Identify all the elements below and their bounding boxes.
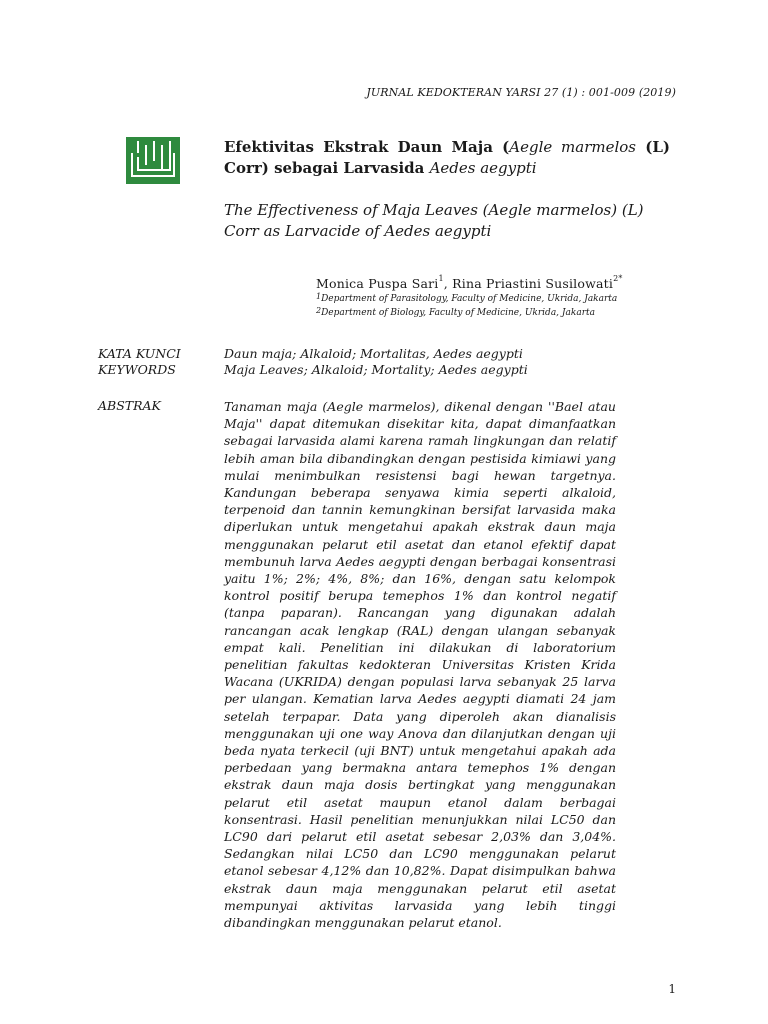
page-number: 1 — [668, 982, 676, 996]
author-2-sup: 2* — [613, 274, 623, 283]
title-id-italic-species: Aegle marmelos — [509, 138, 637, 156]
title-indonesian — [224, 137, 670, 179]
author-2: Rina Priastini Susilowati — [452, 276, 614, 291]
keywords-label: KEYWORDS — [98, 362, 176, 377]
kata-kunci-value: Daun maja; Alkaloid; Mortalitas, Aedes aegypti — [224, 346, 523, 361]
journal-logo-icon — [126, 137, 180, 184]
affiliation-1 — [316, 294, 617, 304]
kata-kunci-label: KATA KUNCI — [98, 346, 181, 361]
authors-line — [316, 276, 623, 291]
abstract-text: Tanaman maja (Aegle marmelos), dikenal dengan ''Bael atau Maja'' dapat ditemukan disekitar kita, dapat dimanfaatkan sebagai larvasida alami karena ramah lingkungan dan relatif lebih aman bila dibandingkan dengan pestisida kimiawi yang mulai menimbulkan resistensi bagi hewan targetnya. Kandungan beberapa senyawa kimia seperti alkaloid, terpenoid dan tannin kemungkinan bersifat larvasida maka diperlukan untuk mengetahui apakah ekstrak daun maja menggunakan pelarut etil asetat dan etanol efektif dapat membunuh larva Aedes aegypti dengan berbagai konsentrasi yaitu 1%; 2%; 4%, 8%; dan 16%, dengan satu kelompok kontrol positif berupa temephos 1% dan kontrol negatif (tanpa paparan). Rancangan yang digunakan adalah rancangan acak lengkap (RAL) dengan ulangan sebanyak empat kali. Penelitian ini dilakukan di laboratorium penelitian fakultas kedokteran Universitas Kristen Krida Wacana (UKRIDA) dengan populasi larva sebanyak 25 larva per ulangan. Kematian larva Aedes aegypti diamati 24 jam setelah terpapar. Data yang diperoleh akan dianalisis menggunakan uji one way Anova dan dilanjutkan dengan uji beda nyata terkecil (uji BNT) untuk mengetahui apakah ada perbedaan yang bermakna antara temephos 1% dengan ekstrak daun maja dosis bertingkat yang menggunakan pelarut etil asetat maupun etanol dalam berbagai konsentrasi. Hasil penelitian menunjukkan nilai LC50 dan LC90 dari pelarut etil asetat sebesar 2,03% dan 3,04%. Sedangkan nilai LC50 dan LC90 menggunakan pelarut etanol sebesar 4,12% dan 10,82%. Dapat disimpulkan bahwa ekstrak daun maja menggunakan pelarut etil asetat mempunyai aktivitas larvasida yang lebih tinggi dibandingkan menggunakan pelarut etanol. — [224, 399, 616, 931]
author-1: Monica Puspa Sari — [316, 276, 439, 291]
title-id-part1: Efektivitas Ekstrak Daun Maja ( — [224, 138, 510, 156]
abstract-label: ABSTRAK — [98, 398, 161, 413]
affiliation-2-sup: 2 — [316, 306, 322, 315]
affiliation-2 — [316, 308, 595, 318]
keywords-value: Maja Leaves; Alkaloid; Mortality; Aedes aegypti — [224, 362, 528, 377]
title-id-italic-aedes: Aedes aegypti — [429, 159, 537, 177]
journal-header: JURNAL KEDOKTERAN YARSI 27 (1) : 001-009 (2019) — [366, 86, 676, 99]
author-separator: , — [443, 276, 453, 291]
affiliation-1-sup: 1 — [316, 292, 322, 301]
title-id-part2: (L) Corr) sebagai Larvasida — [224, 138, 671, 177]
title-english: The Effectiveness of Maja Leaves (Aegle marmelos) (L) Corr as Larvacide of Aedes aegypti — [224, 201, 644, 240]
affiliation-2-text: Department of Biology, Faculty of Medicine, Ukrida, Jakarta — [321, 308, 595, 318]
author-1-sup: 1 — [438, 274, 444, 283]
affiliation-1-text: Department of Parasitology, Faculty of Medicine, Ukrida, Jakarta — [321, 294, 618, 304]
